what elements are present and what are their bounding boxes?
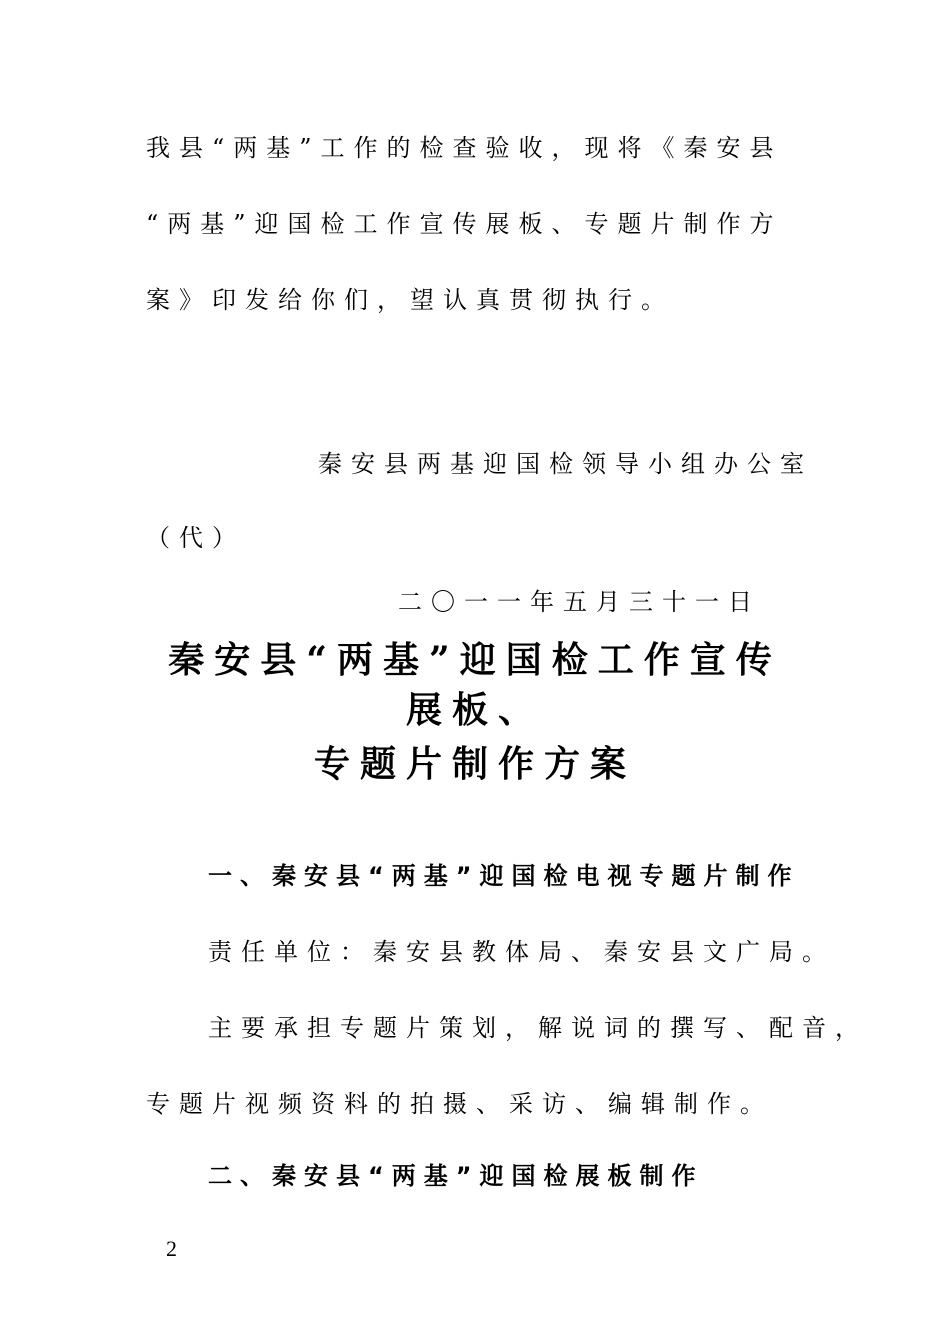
section-1-responsible: 责任单位：秦安县教体局、秦安县文广局。 [208,938,835,966]
intro-line-3: 案》印发给你们，望认真贯彻执行。 [146,286,674,314]
signature-org: 秦安县两基迎国检领导小组办公室 [318,450,813,478]
signature-date: 二〇一一年五月三十一日 [398,588,761,616]
section-2-heading: 二、秦安县“两基”迎国检展板制作 [208,1162,704,1190]
page-number: 2 [166,1236,177,1261]
document-title-line-2: 展板、 [405,689,544,731]
intro-line-2: “两基”迎国检工作宣传展板、专题片制作方 [146,210,783,238]
document-title-line-3: 专题片制作方案 [313,743,636,785]
section-1-duty-line-1: 主要承担专题片策划，解说词的撰写、配音， [208,1014,868,1042]
section-1-duty-line-2: 专题片视频资料的拍摄、采访、编辑制作。 [146,1090,773,1118]
document-title-line-1: 秦安县“两基”迎国检工作宣传 [168,639,782,681]
signature-note: （代） [146,524,245,552]
intro-line-1: 我县“两基”工作的检查验收，现将《秦安县 [146,134,783,162]
section-1-heading: 一、秦安县“两基”迎国检电视专题片制作 [208,862,800,890]
